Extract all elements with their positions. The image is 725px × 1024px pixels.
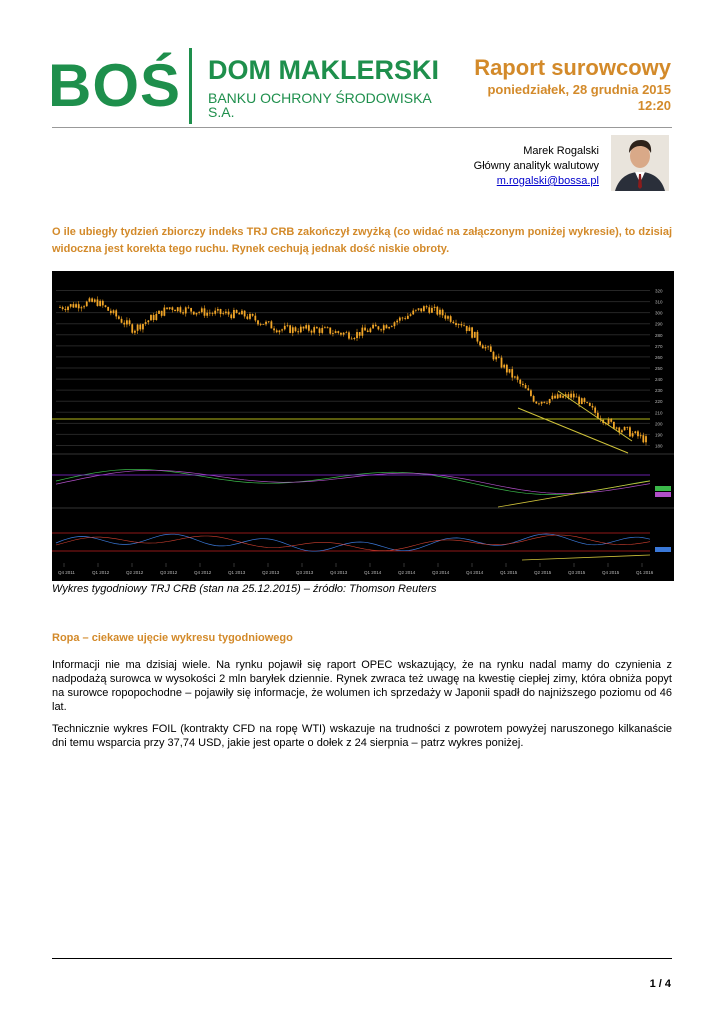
candle-body: [634, 431, 636, 433]
candle-body: [321, 328, 323, 333]
candle-body: [89, 298, 91, 301]
y-tick-label: 250: [655, 366, 663, 371]
candle-body: [67, 307, 69, 310]
candle-body: [260, 324, 262, 325]
candle-body: [340, 333, 342, 335]
candle-body: [161, 311, 163, 316]
candle-body: [142, 324, 144, 329]
candle-body: [81, 307, 83, 308]
candle-body: [115, 310, 117, 316]
candle-body: [394, 322, 396, 326]
y-tick-label: 220: [655, 399, 663, 405]
x-tick-label: Q1 2016: [636, 570, 654, 575]
candle-body: [637, 431, 639, 436]
candle-body: [150, 315, 152, 320]
candle-body: [204, 308, 206, 315]
candle-body: [549, 399, 551, 403]
candle-body: [495, 357, 497, 360]
brand-name: DOM MAKLERSKI: [208, 55, 439, 85]
candle-body: [479, 342, 481, 346]
candle-body: [375, 325, 377, 327]
candle-body: [281, 329, 283, 330]
x-tick-label: Q2 2013: [262, 570, 280, 575]
candle-body: [407, 316, 409, 319]
y-tick-label: 180: [655, 443, 663, 449]
candle-body: [238, 313, 240, 314]
candle-body: [64, 309, 66, 310]
brand-logo-text: BOŚ: [48, 52, 182, 119]
y-tick-label: 200: [655, 421, 663, 427]
candle-body: [525, 385, 527, 388]
intro-paragraph: O ile ubiegły tydzień zbiorczy indeks TRJ CRB zakończył zwyżką (co widać na załączonym poniżej wykresie), to dzisiaj widoczna jest korekta tego ruchu. Rynek cechują jednak dość niskie obroty.: [52, 226, 672, 255]
candle-body: [624, 427, 626, 430]
candle-body: [166, 308, 168, 309]
candle-body: [145, 322, 147, 324]
candle-body: [249, 314, 251, 319]
candle-body: [230, 314, 232, 318]
candle-body: [311, 331, 313, 333]
candle-body: [137, 325, 139, 331]
y-tick-label: 190: [655, 432, 663, 438]
candle-body: [498, 357, 500, 358]
candle-body: [589, 403, 591, 406]
candle-body: [324, 327, 326, 328]
price-axis: [655, 289, 663, 449]
candle-body: [447, 316, 449, 319]
candle-body: [254, 316, 256, 321]
crb-chart: [52, 271, 674, 581]
candle-body: [519, 380, 521, 384]
candle-body: [163, 308, 165, 316]
x-tick-label: Q4 2014: [466, 570, 484, 575]
candle-body: [506, 365, 508, 373]
candle-body: [522, 384, 524, 385]
candle-body: [201, 308, 203, 312]
candle-body: [305, 325, 307, 328]
candle-body: [270, 321, 272, 328]
x-tick-label: Q1 2015: [500, 570, 518, 575]
macd-signal-tag: [655, 492, 671, 497]
y-tick-label: 290: [655, 321, 663, 327]
y-tick-label: 270: [655, 343, 663, 349]
candle-body: [241, 311, 243, 315]
x-tick-label: Q1 2013: [228, 570, 246, 575]
candle-body: [319, 328, 321, 333]
candle-body: [576, 397, 578, 398]
candle-body: [193, 312, 195, 315]
candle-body: [273, 328, 275, 330]
candle-body: [86, 302, 88, 307]
candle-body: [190, 308, 192, 312]
author-block: [474, 144, 599, 189]
section-title: Ropa – ciekawe ujęcie wykresu tygodniowego: [52, 632, 293, 644]
candle-body: [452, 322, 454, 323]
candle-body: [353, 338, 355, 339]
page-number: 1 / 4: [649, 978, 671, 990]
candle-body: [102, 301, 104, 306]
candle-body: [594, 408, 596, 413]
candle-body: [581, 398, 583, 404]
x-tick-label: Q1 2014: [364, 570, 382, 575]
candle-body: [118, 316, 120, 318]
author-name: Marek Rogalski: [523, 145, 599, 157]
candle-body: [428, 307, 430, 312]
candle-body: [546, 403, 548, 404]
candle-body: [292, 327, 294, 333]
x-tick-label: Q4 2013: [330, 570, 348, 575]
candle-body: [426, 306, 428, 307]
candle-body: [316, 327, 318, 328]
candle-body: [388, 327, 390, 328]
candle-body: [535, 402, 537, 404]
candle-body: [279, 331, 281, 333]
candle-body: [262, 324, 264, 325]
candle-body: [557, 394, 559, 398]
y-tick-label: 310: [655, 299, 663, 305]
candle-body: [220, 309, 222, 314]
candle-body: [134, 331, 136, 333]
candle-body: [91, 298, 93, 301]
y-tick-label: 210: [655, 410, 663, 416]
report-time: 12:20: [637, 98, 671, 113]
candle-body: [155, 314, 157, 320]
candle-body: [474, 332, 476, 338]
candle-body: [356, 332, 358, 338]
candle-body: [78, 304, 80, 308]
candle-body: [147, 320, 149, 322]
candle-body: [244, 311, 246, 317]
author-email-link[interactable]: m.rogalski@bossa.pl: [496, 175, 599, 187]
candle-body: [284, 326, 286, 329]
candle-body: [380, 329, 382, 330]
candle-body: [584, 398, 586, 402]
rsi-value-tag: [655, 547, 671, 552]
candle-body: [463, 325, 465, 326]
candle-body: [308, 325, 310, 331]
candle-body: [477, 332, 479, 342]
footer-rule: [52, 958, 672, 959]
author-role: Główny analityk walutowy: [473, 160, 599, 172]
candle-body: [482, 345, 484, 348]
candle-body: [217, 309, 219, 311]
candle-body: [361, 328, 363, 336]
candle-body: [332, 333, 334, 334]
candle-body: [131, 324, 133, 332]
y-tick-label: 280: [655, 332, 663, 338]
candle-body: [485, 347, 487, 348]
candle-body: [487, 346, 489, 347]
candle-body: [391, 326, 393, 327]
candle-body: [289, 325, 291, 333]
candle-body: [610, 419, 612, 422]
report-title: Raport surowcowy: [474, 55, 671, 80]
candle-body: [287, 325, 289, 326]
candle-body: [59, 307, 61, 308]
candle-body: [62, 307, 64, 309]
candle-body: [198, 312, 200, 313]
candle-body: [113, 310, 115, 313]
candle-body: [383, 325, 385, 330]
x-tick-label: Q4 2015: [602, 570, 620, 575]
chart-caption: Wykres tygodniowy TRJ CRB (stan na 25.12.2015) – źródło: Thomson Reuters: [52, 583, 437, 595]
candle-body: [123, 323, 125, 325]
candle-body: [171, 307, 173, 310]
x-tick-label: Q3 2013: [296, 570, 314, 575]
candle-body: [372, 325, 374, 329]
candle-body: [367, 331, 369, 332]
candle-body: [174, 310, 176, 311]
candle-body: [107, 307, 109, 311]
candle-body: [233, 310, 235, 318]
candle-body: [434, 307, 436, 308]
candle-body: [493, 352, 495, 360]
candle-body: [139, 325, 141, 330]
candle-body: [396, 321, 398, 323]
y-tick-label: 260: [655, 354, 663, 360]
candle-body: [359, 332, 361, 336]
candle-body: [517, 376, 519, 379]
candle-body: [246, 316, 248, 318]
candle-body: [418, 308, 420, 309]
brand-subname: BANKU OCHRONY ŚRODOWISKA S.A.: [208, 90, 432, 120]
candle-body: [621, 430, 623, 432]
candle-body: [343, 333, 345, 335]
candle-body: [268, 321, 270, 322]
candle-body: [225, 312, 227, 314]
section-paragraph-2: Technicznie wykres FOIL (kontrakty CFD na ropę WTI) wskazuje na trudności z powrotem powyżej naruszonego kilkanaście dni temu wsparcia przy 37,74 USD, jakie jest oparte o dołek z 24 sierpnia – patrz wykres poniżej.: [52, 723, 672, 749]
x-tick-label: Q4 2011: [58, 570, 75, 575]
candle-body: [158, 311, 160, 314]
candle-body: [442, 310, 444, 316]
candle-body: [196, 313, 198, 315]
candle-body: [72, 304, 74, 307]
x-tick-label: Q1 2012: [92, 570, 110, 575]
candle-body: [337, 331, 339, 333]
candle-body: [592, 406, 594, 408]
candle-body: [501, 358, 503, 368]
candle-body: [420, 308, 422, 311]
candle-body: [640, 435, 642, 436]
candle-body: [70, 304, 72, 307]
x-tick-label: Q4 2012: [194, 570, 212, 575]
candle-body: [327, 327, 329, 328]
candle-body: [252, 314, 254, 316]
candle-body: [265, 322, 267, 325]
candle-body: [629, 427, 631, 436]
candle-body: [415, 310, 417, 311]
candle-body: [153, 315, 155, 320]
candle-body: [222, 313, 224, 314]
candle-body: [180, 307, 182, 312]
candle-body: [538, 403, 540, 404]
y-tick-label: 230: [655, 388, 663, 394]
candle-body: [527, 388, 529, 390]
candle-body: [94, 299, 96, 301]
candle-body: [386, 325, 388, 328]
candle-body: [303, 327, 305, 329]
candle-body: [83, 306, 85, 307]
candle-body: [444, 315, 446, 318]
candle-body: [369, 328, 371, 332]
candle-body: [613, 422, 615, 429]
candle-body: [348, 332, 350, 338]
candle-body: [578, 397, 580, 404]
candle-body: [300, 327, 302, 333]
candle-body: [402, 318, 404, 319]
candle-body: [97, 299, 99, 305]
y-tick-label: 320: [655, 288, 663, 294]
candle-body: [436, 307, 438, 315]
x-tick-label: Q2 2012: [126, 570, 144, 575]
candle-body: [471, 327, 473, 337]
candle-body: [177, 307, 179, 311]
candle-body: [276, 330, 278, 332]
candle-body: [559, 394, 561, 397]
x-tick-label: Q3 2012: [160, 570, 178, 575]
candle-body: [439, 310, 441, 315]
candle-body: [110, 311, 112, 313]
candle-body: [466, 326, 468, 331]
section-paragraph-1: Informacji nie ma dzisiaj wiele. Na rynku pojawił się raport OPEC wskazujący, że na rynku nadal mamy do czynienia z nadpodażą surowca w wysokości 2 mln baryłek dziennie. Rynek zwraca też uwagę na kwestię ciepłej zimy, która obniża popyt na surowce ropopochodne – pojawiły się informacje, że wolumen ich sprzedaży w Japonii spadł do najniższego poziomu od 46 lat.: [52, 659, 672, 713]
candle-body: [460, 324, 462, 325]
candle-body: [632, 433, 634, 436]
candle-body: [423, 306, 425, 311]
candle-body: [458, 324, 460, 325]
candle-body: [188, 307, 190, 308]
candle-body: [530, 390, 532, 396]
candle-body: [509, 369, 511, 372]
brand-logo: [48, 48, 448, 126]
candle-body: [410, 314, 412, 316]
candle-body: [228, 312, 230, 315]
candle-body: [295, 327, 297, 331]
brand-divider: [189, 48, 192, 124]
candle-body: [404, 318, 406, 319]
candle-body: [573, 394, 575, 398]
candle-body: [490, 346, 492, 351]
candle-body: [105, 305, 107, 307]
candle-body: [543, 402, 545, 403]
candle-body: [257, 320, 259, 324]
candle-body: [514, 376, 516, 377]
candle-body: [121, 319, 123, 323]
x-tick-label: Q2 2015: [534, 570, 552, 575]
candle-body: [212, 313, 214, 314]
candle-body: [335, 331, 337, 333]
candle-body: [182, 312, 184, 313]
candle-body: [345, 332, 347, 333]
candle-body: [99, 301, 101, 306]
candle-body: [450, 316, 452, 322]
candle-body: [608, 419, 610, 424]
candle-body: [169, 307, 171, 309]
candle-body: [503, 365, 505, 368]
author-photo: [611, 135, 669, 191]
candle-body: [185, 307, 187, 313]
y-tick-label: 300: [655, 310, 663, 316]
candle-body: [351, 339, 353, 340]
candle-body: [616, 427, 618, 428]
macd-value-tag: [655, 486, 671, 491]
candle-body: [570, 394, 572, 398]
x-tick-label: Q3 2015: [568, 570, 586, 575]
candle-body: [129, 320, 131, 324]
candle-body: [541, 402, 543, 404]
x-tick-label: Q2 2014: [398, 570, 416, 575]
x-tick-label: Q3 2014: [432, 570, 450, 575]
candle-body: [236, 310, 238, 313]
candle-body: [75, 304, 77, 307]
candle-body: [645, 436, 647, 442]
candle-body: [586, 402, 588, 403]
candle-body: [329, 328, 331, 334]
candle-body: [551, 396, 553, 399]
candle-body: [297, 331, 299, 332]
candle-body: [468, 327, 470, 331]
candle-body: [431, 308, 433, 313]
candle-body: [533, 396, 535, 402]
candle-body: [412, 311, 414, 315]
candle-body: [126, 320, 128, 324]
candle-body: [511, 369, 513, 377]
candle-body: [554, 396, 556, 399]
candle-body: [206, 313, 208, 316]
candle-body: [455, 323, 457, 325]
candle-body: [214, 311, 216, 314]
candle-body: [378, 326, 380, 329]
candle-body: [642, 435, 644, 442]
report-date: poniedziałek, 28 grudnia 2015: [487, 82, 671, 97]
y-tick-label: 240: [655, 377, 663, 383]
candle-body: [399, 318, 401, 321]
candle-body: [364, 328, 366, 331]
header-rule: [52, 127, 672, 128]
candle-body: [562, 396, 564, 398]
candle-body: [626, 427, 628, 428]
candle-body: [313, 327, 315, 332]
candle-body: [209, 313, 211, 314]
